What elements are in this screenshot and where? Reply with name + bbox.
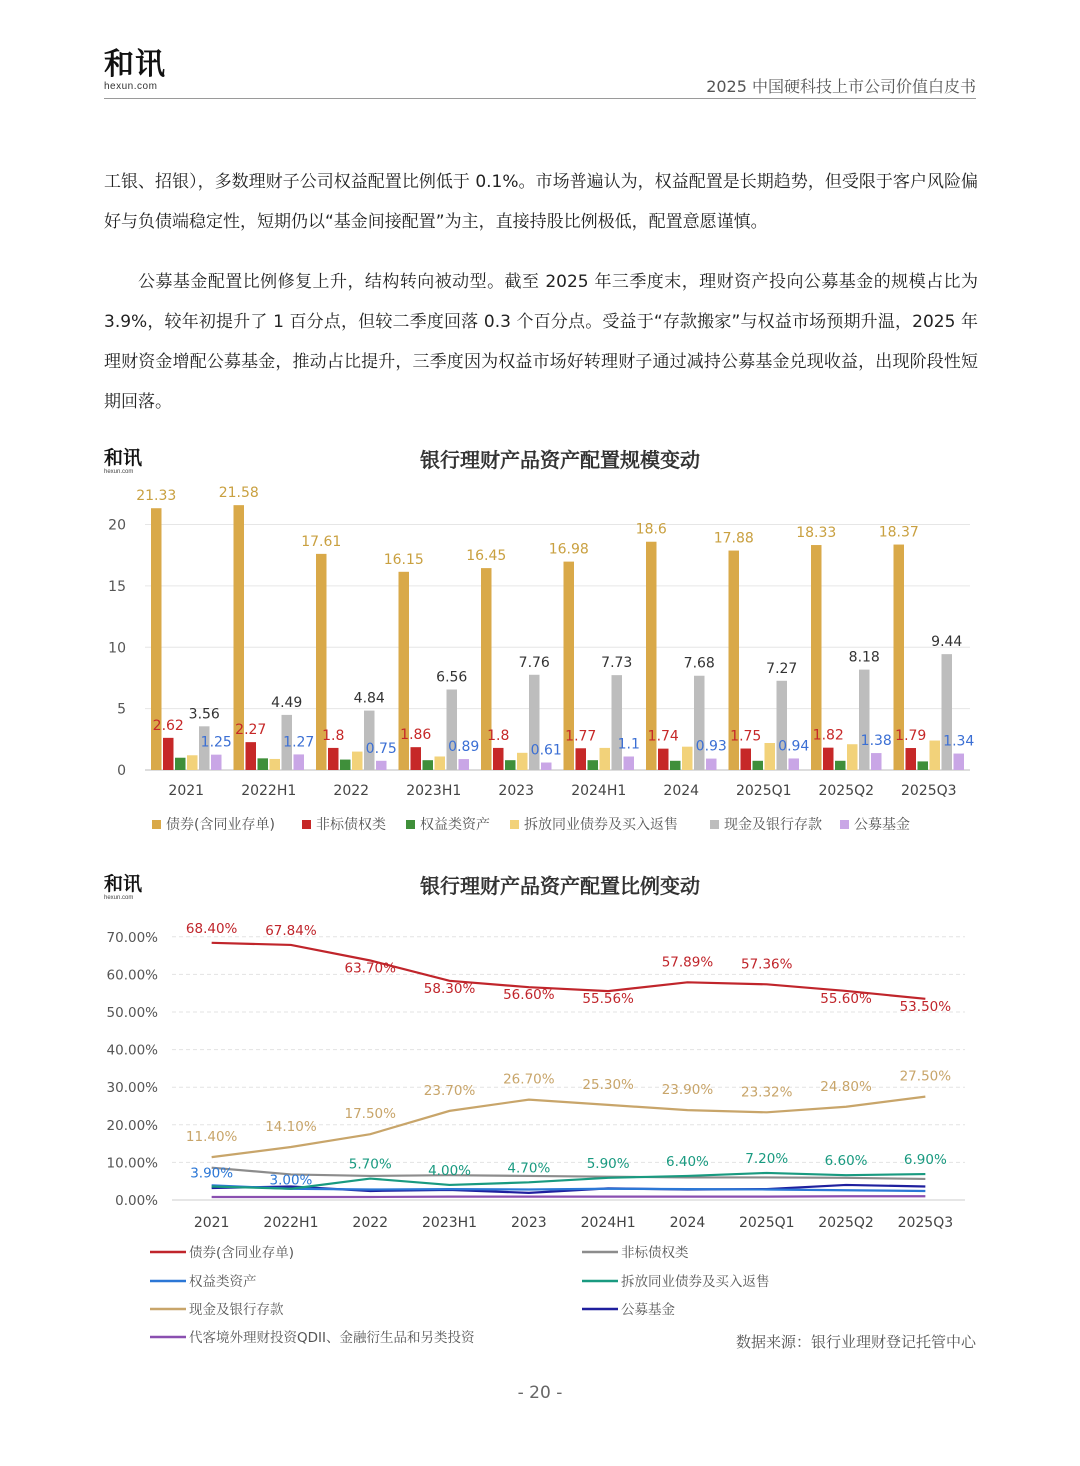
data-label: 2.27 (235, 722, 267, 739)
bar (258, 758, 269, 770)
bar (823, 748, 834, 770)
x-tick-label: 2025Q2 (818, 1215, 874, 1231)
y-tick-label: 0 (117, 763, 126, 779)
page-header (104, 48, 976, 99)
x-tick-label: 2025Q1 (735, 783, 792, 799)
chart1-logo (104, 447, 154, 475)
paragraph-2: 公募基金配置比例修复上升，结构转向被动型。截至 2025 年三季度末，理财资产投向公募基金的规模占比为 3.9%，较年初提升了 1 百分点，但较二季度回落 0.3 个百分点。受益于“存款搬家”与权益市场预期升温，2025 年理财资金增配公募基金，推动占比提升，三季度因为权益市场好转理财子通过减持公募基金兑现收益，出现阶段性短期回落。 (104, 272, 978, 412)
data-label: 23.32% (741, 1084, 793, 1101)
data-label: 4.70% (507, 1160, 551, 1177)
paragraph-1: 工银、招银），多数理财子公司权益配置比例低于 0.1%。市场普遍认为，权益配置是长期趋势，但受限于客户风险偏好与负债端稳定性，短期仍以“基金间接配置”为主，直接持股比例极低，配置意愿谨慎。 (104, 172, 978, 232)
legend-label: 非标债权类 (316, 817, 386, 833)
data-label: 1.86 (400, 727, 432, 744)
data-label: 11.40% (185, 1129, 238, 1146)
data-label: 17.88 (713, 530, 754, 547)
data-label: 27.50% (899, 1068, 952, 1085)
data-label: 21.58 (218, 485, 259, 502)
chart2-logo (104, 873, 154, 901)
legend-swatch (840, 820, 849, 829)
bar (624, 757, 635, 771)
y-tick-label: 15 (108, 578, 126, 595)
data-label: 68.40% (185, 920, 238, 937)
bar (340, 760, 351, 770)
data-label: 5.90% (586, 1155, 630, 1172)
data-label: 1.77 (565, 728, 597, 745)
bar (294, 754, 305, 770)
x-tick-label: 2024H1 (580, 1215, 636, 1231)
data-label: 56.60% (503, 987, 555, 1004)
bar (658, 749, 669, 770)
legend-label: 拆放同业债券及买入返售 (621, 1274, 770, 1290)
x-tick-label: 2024 (669, 1215, 706, 1231)
data-label: 6.56 (436, 669, 468, 686)
data-label: 63.70% (344, 960, 396, 977)
x-tick-label: 2025Q2 (818, 783, 875, 799)
bar (741, 749, 752, 770)
chart2-title: 银行理财产品资产配置比例变动 (420, 874, 700, 898)
data-label: 8.18 (848, 649, 880, 666)
x-tick-label: 2023 (511, 1215, 547, 1231)
data-label: 6.60% (824, 1153, 868, 1170)
logo-mark: 和讯 (104, 47, 166, 82)
legend-label: 现金及银行存款 (189, 1302, 284, 1318)
data-label: 9.44 (931, 634, 963, 651)
data-label: 58.30% (423, 980, 476, 997)
bar (163, 738, 174, 770)
x-tick-label: 2025Q3 (900, 783, 957, 799)
data-label: 6.90% (903, 1152, 947, 1169)
bar (777, 681, 788, 770)
y-tick-label: 30.00% (106, 1080, 158, 1097)
x-tick-label: 2025Q1 (738, 1215, 795, 1231)
legend-swatch (510, 820, 519, 829)
data-label: 0.93 (695, 738, 727, 755)
page-number: - 20 - (517, 1383, 563, 1403)
bar (753, 761, 764, 770)
legend-label: 公募基金 (854, 817, 910, 833)
bar (835, 761, 846, 770)
bar (918, 761, 929, 770)
data-label: 16.15 (383, 551, 424, 568)
data-label: 0.94 (778, 738, 810, 755)
y-tick-label: 50.00% (106, 1005, 158, 1021)
data-label: 17.50% (344, 1106, 396, 1123)
data-label: 55.60% (820, 990, 872, 1007)
legend-label: 非标债权类 (621, 1245, 689, 1261)
chart2-logo-mark: 和讯 (104, 873, 143, 895)
data-label: 5.70% (348, 1156, 392, 1173)
data-label: 1.34 (943, 733, 975, 750)
bar (906, 748, 917, 770)
x-tick-label: 2022 (352, 1215, 389, 1231)
bar (541, 763, 552, 770)
x-tick-label: 2025Q3 (897, 1215, 954, 1231)
y-tick-label: 5 (117, 701, 126, 718)
data-label: 4.00% (428, 1162, 471, 1179)
line-chart (0, 910, 1080, 1360)
series-line (212, 1097, 926, 1158)
series-line (212, 943, 926, 999)
bar (505, 760, 516, 770)
bar (246, 742, 257, 770)
x-tick-label: 2022H1 (263, 1215, 319, 1231)
data-label: 53.50% (899, 998, 952, 1015)
data-label: 3.56 (188, 706, 220, 723)
bar (706, 759, 717, 770)
data-label: 1.75 (730, 728, 762, 745)
data-label: 16.45 (466, 548, 507, 565)
bar (670, 761, 681, 770)
bar (930, 741, 941, 770)
bar (576, 748, 587, 770)
bar (871, 753, 882, 770)
bar (352, 752, 363, 770)
data-label: 7.20% (745, 1150, 789, 1167)
data-label: 1.38 (860, 733, 892, 750)
data-label: 2.62 (152, 717, 184, 734)
data-label: 4.49 (271, 694, 303, 711)
y-tick-label: 60.00% (106, 967, 158, 984)
data-label: 0.61 (530, 742, 562, 759)
data-source-note: 数据来源：银行业理财登记托管中心 (735, 1333, 976, 1351)
data-label: 26.70% (503, 1071, 555, 1088)
bar (447, 689, 458, 770)
hexun-logo (104, 48, 184, 96)
data-label: 3.90% (190, 1165, 234, 1182)
legend-label: 债券(含同业存单) (189, 1245, 295, 1261)
x-tick-label: 2021 (168, 783, 205, 799)
bar (765, 743, 776, 770)
data-label: 7.73 (601, 655, 633, 672)
data-label: 0.75 (365, 740, 397, 757)
chart2-logo-subtext: hexun.com (104, 895, 134, 901)
y-tick-label: 0.00% (115, 1193, 158, 1209)
data-label: 21.33 (136, 488, 177, 505)
bar (682, 747, 693, 770)
y-tick-label: 40.00% (106, 1042, 158, 1059)
data-label: 55.56% (582, 991, 634, 1008)
legend-label: 代客境外理财投资QDII、金融衍生品和另类投资 (189, 1330, 475, 1346)
x-tick-label: 2024 (663, 783, 700, 799)
data-label: 14.10% (265, 1118, 317, 1135)
legend-swatch (406, 820, 415, 829)
data-label: 23.90% (661, 1082, 714, 1099)
data-label: 1.74 (647, 728, 679, 745)
chart1-logo-subtext: hexun.com (104, 469, 134, 475)
bar (187, 755, 198, 770)
data-label: 17.61 (301, 533, 342, 550)
legend-swatch (302, 820, 311, 829)
data-label: 4.84 (353, 690, 385, 707)
bar (423, 760, 434, 770)
legend-label: 债券(含同业存单) (166, 817, 275, 833)
data-label: 6.40% (666, 1153, 709, 1170)
x-tick-label: 2023 (498, 783, 535, 799)
bar (493, 748, 504, 770)
legend-label: 拆放同业债券及买入返售 (524, 817, 678, 833)
chart1-logo-mark: 和讯 (104, 447, 143, 469)
legend-label: 公募基金 (621, 1302, 675, 1318)
bar (694, 676, 705, 770)
y-tick-label: 10 (108, 640, 126, 657)
data-label: 1.82 (812, 727, 844, 744)
logo-subtext: hexun.com (104, 81, 158, 92)
legend-swatch (152, 820, 161, 829)
y-tick-label: 20.00% (106, 1117, 158, 1134)
x-tick-label: 2022 (333, 783, 370, 799)
data-label: 24.80% (820, 1078, 872, 1095)
data-label: 0.89 (448, 739, 480, 756)
chart1-title: 银行理财产品资产配置规模变动 (420, 448, 700, 472)
legend-label: 权益类资产 (420, 817, 490, 833)
data-label: 18.6 (635, 521, 667, 538)
data-label: 67.84% (265, 922, 317, 939)
bar (859, 670, 870, 770)
bar (435, 757, 446, 771)
data-label: 1.27 (283, 734, 315, 751)
data-label: 1.25 (200, 734, 232, 751)
data-label: 16.98 (548, 541, 589, 558)
document-title: 2025 中国硬科技上市公司价值白皮书 (706, 77, 976, 96)
bar (942, 654, 953, 770)
bar-chart (0, 480, 1080, 850)
x-tick-label: 2021 (193, 1215, 230, 1231)
x-tick-label: 2023H1 (422, 1215, 478, 1231)
bar (517, 753, 528, 770)
data-label: 1.8 (487, 727, 510, 744)
data-label: 7.76 (518, 654, 550, 671)
data-label: 23.70% (423, 1082, 476, 1099)
bar (459, 759, 470, 770)
bar (328, 748, 339, 770)
series-line (212, 1196, 926, 1197)
bar (376, 761, 387, 770)
bar (847, 744, 858, 770)
legend-label: 现金及银行存款 (724, 817, 822, 833)
bar (600, 748, 611, 770)
data-label: 18.33 (796, 525, 837, 542)
bar (588, 760, 599, 770)
bar (789, 758, 800, 770)
bar (612, 675, 623, 770)
data-label: 7.27 (766, 660, 798, 677)
y-tick-label: 70.00% (106, 929, 158, 946)
bar (411, 747, 422, 770)
data-label: 1.8 (322, 727, 345, 744)
data-label: 3.00% (269, 1172, 313, 1189)
bar (270, 759, 281, 770)
bar (175, 758, 186, 770)
bar (211, 755, 222, 770)
y-tick-label: 20 (108, 517, 126, 534)
legend-label: 权益类资产 (189, 1274, 257, 1290)
data-label: 18.37 (878, 524, 919, 541)
data-label: 7.68 (683, 655, 715, 672)
data-label: 57.89% (661, 954, 714, 971)
data-label: 1.79 (895, 728, 927, 745)
data-label: 57.36% (741, 956, 793, 973)
x-tick-label: 2023H1 (406, 783, 462, 799)
legend-swatch (710, 820, 719, 829)
data-label: 25.30% (582, 1076, 634, 1093)
y-tick-label: 10.00% (106, 1155, 158, 1172)
x-tick-label: 2024H1 (571, 783, 627, 799)
bar (954, 754, 965, 770)
x-tick-label: 2022H1 (241, 783, 297, 799)
data-label: 1.1 (617, 736, 640, 753)
